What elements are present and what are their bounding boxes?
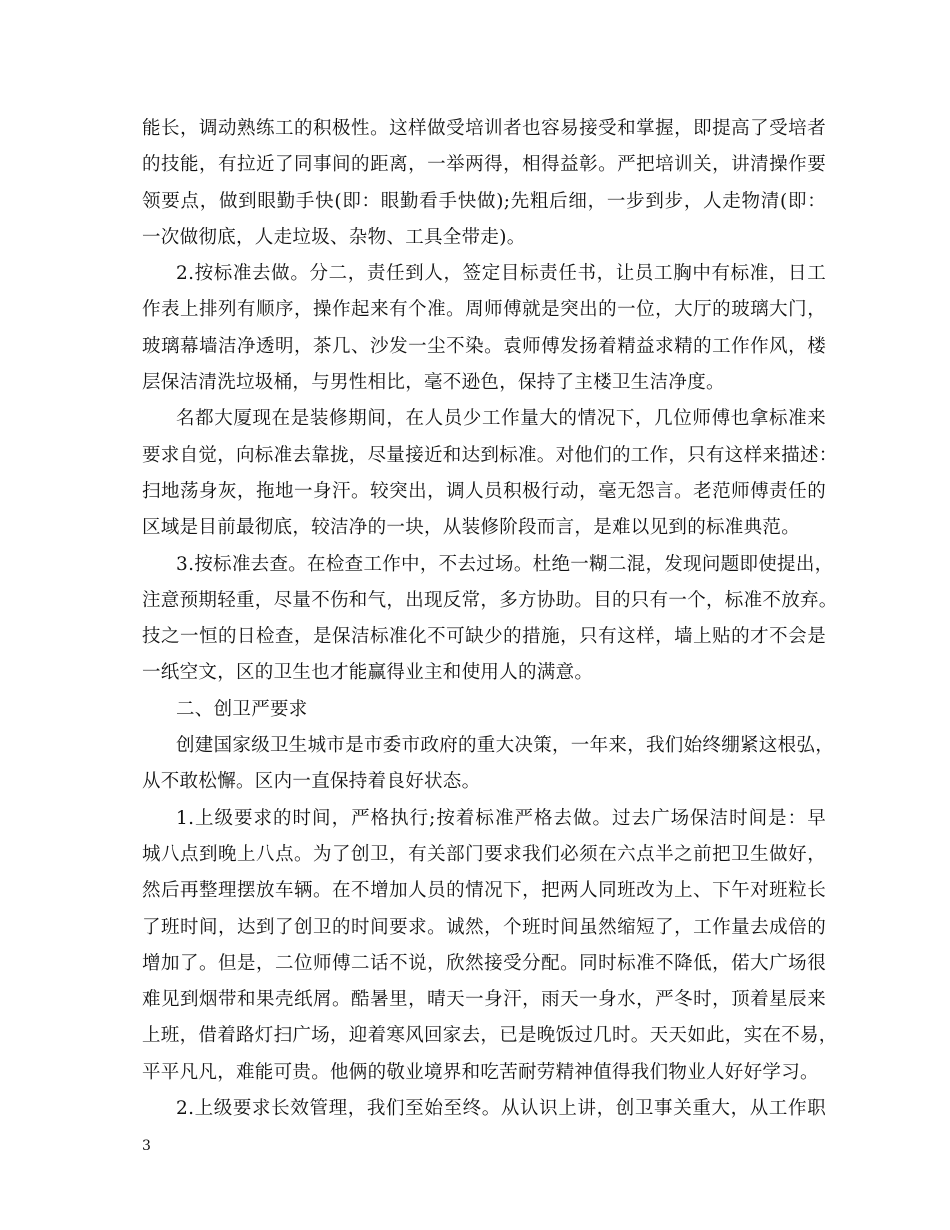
text-line: 一纸空文，区的卫生也才能赢得业主和使用人的满意。 [142,662,594,684]
paragraph-first-line: 创建国家级卫生城市是市委市政府的重大决策，一年来，我们始终绷紧这根弘， [176,735,835,757]
text-line: 城八点到晚上八点。为了创卫，有关部门要求我们必须在六点半之前把卫生做好， [142,843,826,865]
text-line: 上班，借着路灯扫广场，迎着寒风回家去，已是晚饭过几时。天天如此，实在不易， [142,1025,838,1047]
text-line: 领要点，做到眼勤手快(即：眼勤看手快做);先粗后细，一步到步，人走物清(即： [142,190,826,212]
text-line: 层保洁清洗垃圾桶，与男性相比，毫不逊色，保持了主楼卫生洁净度。 [142,372,725,394]
text-line: 了班时间，达到了创卫的时间要求。诚然，个班时间虽然缩短了，工作量去成倍的 [142,916,826,938]
text-line: 一次做彻底，人走垃圾、杂物、工具全带走)。 [142,226,526,248]
paragraph-first-line: 3.按标准去查。在检查工作中，不去过场。杜绝一糊二混，发现问题即使提出， [176,553,834,575]
text-line: 技之一恒的日检查，是保洁标准化不可缺少的措施，只有这样，墙上贴的才不会是 [142,626,826,648]
text-line: 作表上排列有顺序，操作起来有个准。周师傅就是突出的一位，大厅的玻璃大门， [142,299,826,321]
text-line: 的技能，有拉近了同事间的距离，一举两得，相得益彰。严把培训关，讲清操作要 [142,154,826,176]
paragraph-first-line: 2.上级要求长效管理，我们至始至终。从认识上讲，创卫事关重大，从工作职 [176,1098,826,1120]
text-line: 难见到烟带和果壳纸屑。酷暑里，晴天一身汗，雨天一身水，严冬时，顶着星辰来 [142,989,826,1011]
text-line: 玻璃幕墙洁净透明，茶几、沙发一尘不染。袁师傅发扬着精益求精的工作作风，楼 [142,335,826,357]
body-text [142,111,838,1127]
page-number: 3 [142,1138,151,1154]
section-heading: 二、创卫严要求 [176,698,308,720]
text-line: 从不敢松懈。区内一直保持着良好状态。 [142,771,481,793]
text-line: 区域是目前最彻底，较洁净的一块，从装修阶段而言，是难以见到的标准典范。 [142,517,801,539]
text-line: 要求自觉，向标准去靠拢，尽量接近和达到标准。对他们的工作，只有这样来描述： [142,444,838,466]
text-line: 增加了。但是，二位师傅二话不说，欣然接受分配。同时标准不降低，偌大广场很 [142,952,826,974]
text-line: 平平凡凡，难能可贵。他俩的敬业境界和吃苦耐劳精神值得我们物业人好好学习。 [142,1061,819,1083]
text-line: 能长，调动熟练工的积极性。这样做受培训者也容易接受和掌握，即提高了受培者 [142,118,826,139]
text-line: 注意预期轻重，尽量不伤和气，出现反常，多方协助。目的只有一个，标准不放弃。 [142,589,838,611]
text-line: 扫地荡身灰，拖地一身汗。较突出，调人员积极行动，毫无怨言。老范师傅责任的 [142,480,826,502]
paragraph-first-line: 2.按标准去做。分二，责任到人，签定目标责任书，让员工胸中有标准，日工 [176,263,826,285]
text-line: 然后再整理摆放车辆。在不增加人员的情况下，把两人同班改为上、下午对班粒长 [142,880,826,902]
paragraph-first-line: 1.上级要求的时间，严格执行;按着标准严格去做。过去广场保洁时间是：早 [176,807,826,829]
paragraph-first-line: 名都大厦现在是装修期间，在人员少工作量大的情况下，几位师傅也拿标准来 [176,408,826,430]
